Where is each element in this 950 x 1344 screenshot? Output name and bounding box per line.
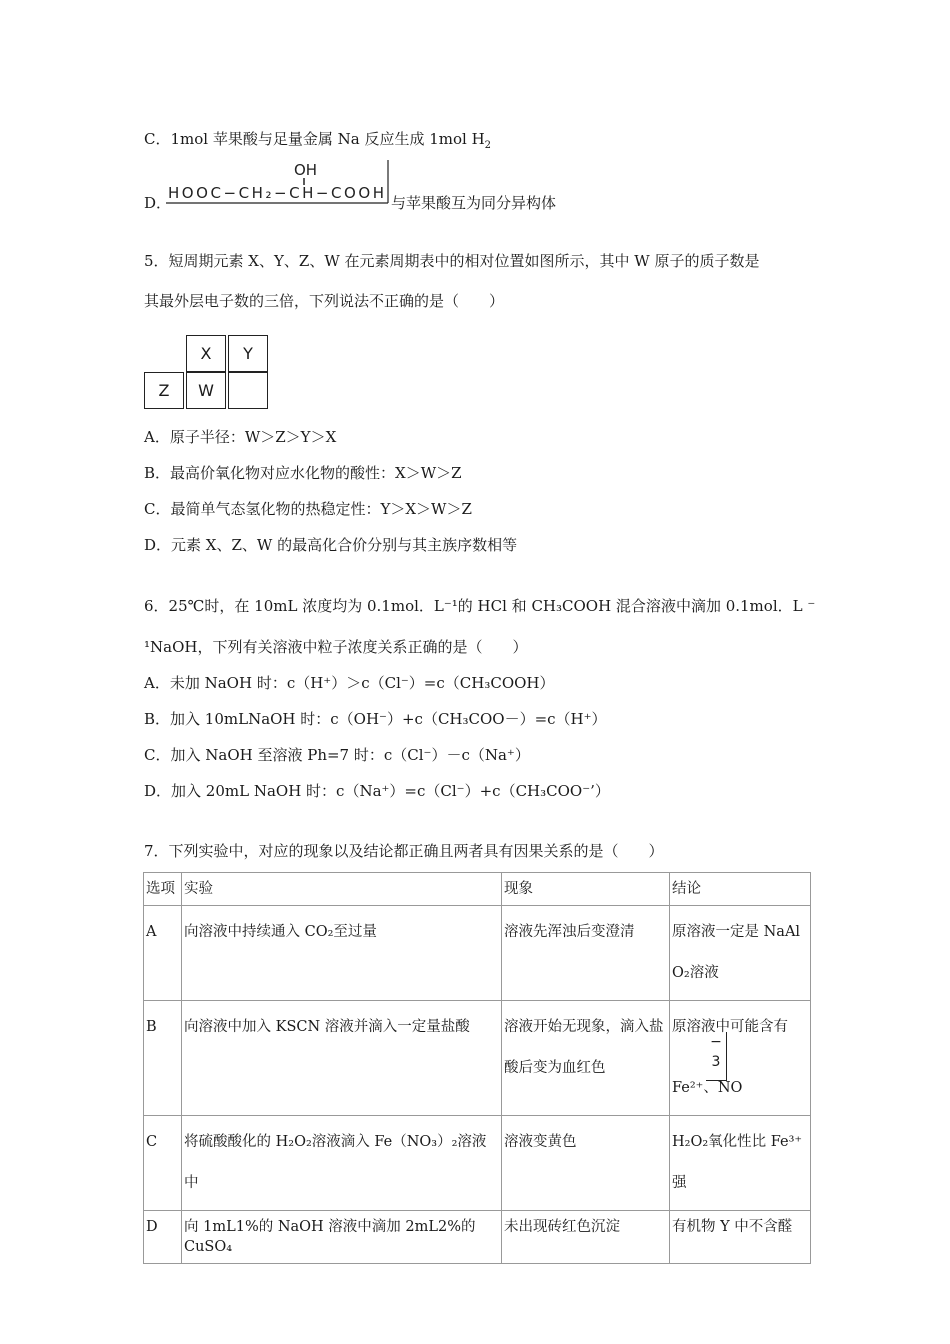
cell-y: Y (228, 335, 268, 372)
row-b-conclusion (670, 1001, 811, 1116)
formula-chain: HOOC−CH₂−CH−COOH (168, 184, 384, 202)
header-experiment: 实验 (182, 873, 502, 906)
row-d-phenomenon: 未出现砖红色沉淀 (502, 1211, 670, 1264)
formula-oh: OH (294, 161, 318, 179)
q4-structural-formula (166, 158, 390, 206)
q6-option-a: A．未加 NaOH 时：c（H⁺）＞c（Cl⁻）=c（CH₃COOH） (144, 674, 555, 692)
row-d-experiment: 向 1mL1%的 NaOH 溶液中滴加 2mL2%的 CuSO₄ (182, 1211, 502, 1264)
row-d-option: D (144, 1211, 182, 1264)
row-b-conclusion-text: 原溶液中可能含有 (672, 1019, 788, 1035)
ions-text: Fe²⁺、NO (672, 1080, 743, 1096)
row-d-conclusion: 有机物 Y 中不含醛 (670, 1211, 811, 1264)
header-option: 选项 (144, 873, 182, 906)
row-b-experiment: 向溶液中加入 KSCN 溶液并滴入一定量盐酸 (182, 1001, 502, 1116)
table-row (144, 1116, 811, 1211)
header-conclusion: 结论 (670, 873, 811, 906)
q7-stem: 7．下列实验中，对应的现象以及结论都正确且两者具有因果关系的是（ ） (144, 842, 664, 860)
q5-option-d: D．元素 X、Z、W 的最高化合价分别与其主族序数相等 (144, 536, 518, 554)
table-row (144, 1001, 811, 1116)
row-b-option: B (144, 1001, 182, 1116)
header-phenomenon: 现象 (502, 873, 670, 906)
cell-w: W (186, 372, 226, 409)
periodic-table-fragment (144, 335, 270, 411)
q6-stem-line1: 6．25℃时，在 10mL 浓度均为 0.1mol．L⁻¹的 HCl 和 CH₃COOH 混合溶液中滴加 0.1mol．L ⁻ (144, 597, 816, 615)
row-c-option: C (144, 1116, 182, 1211)
q4-option-c: C．1mol 苹果酸与足量金属 Na 反应生成 1mol $H_2$ (144, 130, 492, 151)
row-c-phenomenon: 溶液变黄色 (502, 1116, 670, 1211)
q6-option-d: D．加入 20mL NaOH 时：c（Na⁺）=c（Cl⁻）+c（CH₃COO⁻’） (144, 782, 610, 800)
q5-stem-line2: 其最外层电子数的三倍，下列说法不正确的是（ ） (144, 292, 505, 310)
table-row (144, 906, 811, 1001)
q6-stem-line2: ¹NaOH，下列有关溶液中粒子浓度关系正确的是（ ） (144, 638, 528, 656)
row-a-conclusion: 原溶液一定是 NaAlO₂溶液 (670, 906, 811, 1001)
cell-x: X (186, 335, 226, 372)
q6-option-b: B．加入 10mLNaOH 时：c（OH⁻）+c（CH₃COO－）=c（H⁺） (144, 710, 607, 728)
cell-z: Z (144, 372, 184, 409)
q5-option-c: C．最简单气态氢化物的热稳定性：Y＞X＞W＞Z (144, 500, 472, 518)
q5-stem-line1: 5．短周期元素 X、Y、Z、W 在元素周期表中的相对位置如图所示，其中 W 原子的质子数是 (144, 252, 760, 270)
row-b-phenomenon: 溶液开始无现象，滴入盐酸后变为血红色 (502, 1001, 670, 1116)
charge-sign: − (710, 1034, 722, 1050)
q5-option-a: A．原子半径：W＞Z＞Y＞X (144, 428, 337, 446)
nitrate-charge (706, 1032, 727, 1081)
subscript-3: 3 (711, 1054, 721, 1070)
q4-option-d-text: 与苹果酸互为同分异构体 (391, 194, 557, 212)
q7-table (143, 872, 811, 1264)
q5-option-b: B．最高价氧化物对应水化物的酸性：X＞W＞Z (144, 464, 462, 482)
row-a-experiment: 向溶液中持续通入 CO₂至过量 (182, 906, 502, 1001)
table-row (144, 1211, 811, 1264)
row-a-phenomenon: 溶液先浑浊后变澄清 (502, 906, 670, 1001)
row-b-conclusion-ions (672, 1034, 808, 1109)
row-c-conclusion: H₂O₂氧化性比 Fe³⁺强 (670, 1116, 811, 1211)
row-c-experiment: 将硫酸酸化的 H₂O₂溶液滴入 Fe（NO₃）₂溶液中 (182, 1116, 502, 1211)
row-a-option: A (144, 906, 182, 1001)
table-header-row (144, 873, 811, 906)
q6-option-c: C．加入 NaOH 至溶液 Ph=7 时：c（Cl⁻）－c（Na⁺） (144, 746, 530, 764)
cell-empty (228, 372, 268, 409)
q4-option-d-label: D． (144, 194, 172, 212)
